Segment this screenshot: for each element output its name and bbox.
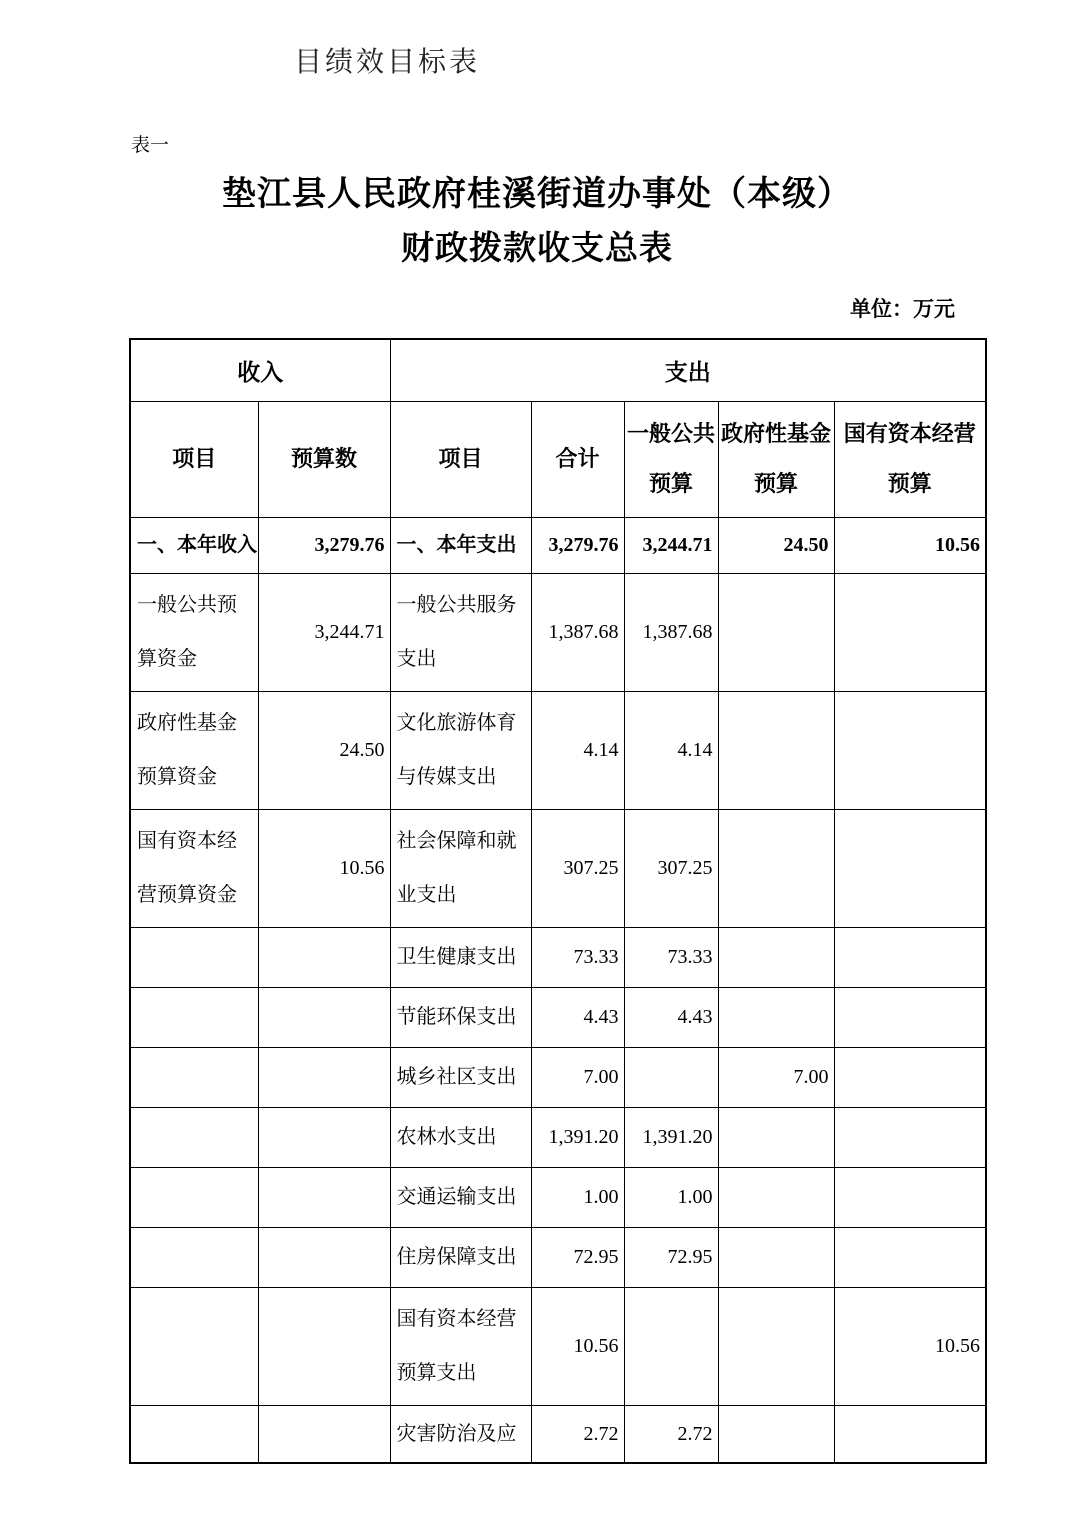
total-cell: 4.14 — [531, 691, 624, 809]
government-fund-budget-header: 政府性基金预算 — [718, 401, 834, 517]
expense-item-cell: 卫生健康支出 — [390, 927, 531, 987]
table-group-header-row — [130, 339, 986, 401]
income-budget-cell — [258, 1167, 390, 1227]
income-budget-cell — [258, 1047, 390, 1107]
table-row — [130, 1287, 986, 1405]
income-budget-cell: 10.56 — [258, 809, 390, 927]
income-item-cell: 国有资本经营预算资金 — [130, 809, 258, 927]
state-capital-budget-cell — [834, 1405, 986, 1463]
general-public-budget-cell: 307.25 — [624, 809, 718, 927]
table-row — [130, 1047, 986, 1107]
expense-item-header: 项目 — [390, 401, 531, 517]
income-item-header: 项目 — [130, 401, 258, 517]
expense-item-cell: 节能环保支出 — [390, 987, 531, 1047]
expense-item-cell: 一般公共服务支出 — [390, 573, 531, 691]
government-fund-budget-cell — [718, 1107, 834, 1167]
government-fund-budget-cell — [718, 1227, 834, 1287]
general-public-budget-cell: 1.00 — [624, 1167, 718, 1227]
income-budget-cell: 24.50 — [258, 691, 390, 809]
income-budget-cell — [258, 1287, 390, 1405]
income-item-cell — [130, 1167, 258, 1227]
total-cell: 2.72 — [531, 1405, 624, 1463]
income-item-cell — [130, 1287, 258, 1405]
table-number-label: 表一 — [131, 135, 170, 156]
expense-total-header: 合计 — [531, 401, 624, 517]
table-row — [130, 1167, 986, 1227]
state-capital-budget-cell — [834, 927, 986, 987]
expense-item-cell: 城乡社区支出 — [390, 1047, 531, 1107]
government-fund-budget-cell — [718, 1287, 834, 1405]
table-row — [130, 987, 986, 1047]
government-fund-budget-cell — [718, 809, 834, 927]
state-capital-budget-cell — [834, 691, 986, 809]
expense-group-header: 支出 — [390, 339, 986, 401]
general-public-budget-cell: 1,387.68 — [624, 573, 718, 691]
income-budget-header: 预算数 — [258, 401, 390, 517]
state-capital-budget-cell — [834, 1167, 986, 1227]
document-title-line2: 财政拨款收支总表 — [401, 231, 673, 267]
table-row — [130, 691, 986, 809]
total-cell: 1,387.68 — [531, 573, 624, 691]
table-row — [130, 809, 986, 927]
income-item-cell — [130, 1107, 258, 1167]
total-cell: 73.33 — [531, 927, 624, 987]
income-item-cell — [130, 1227, 258, 1287]
table-row — [130, 517, 986, 573]
table-row — [130, 1107, 986, 1167]
budget-summary-table — [129, 338, 987, 1464]
income-budget-cell — [258, 1107, 390, 1167]
expense-item-cell: 农林水支出 — [390, 1107, 531, 1167]
expense-item-cell: 交通运输支出 — [390, 1167, 531, 1227]
total-cell: 7.00 — [531, 1047, 624, 1107]
total-cell: 1,391.20 — [531, 1107, 624, 1167]
government-fund-budget-cell — [718, 987, 834, 1047]
state-capital-budget-cell — [834, 987, 986, 1047]
government-fund-budget-cell — [718, 1405, 834, 1463]
general-public-budget-cell: 1,391.20 — [624, 1107, 718, 1167]
expense-item-cell: 一、本年支出 — [390, 517, 531, 573]
income-budget-cell — [258, 987, 390, 1047]
government-fund-budget-cell — [718, 927, 834, 987]
document-title-line1: 垫江县人民政府桂溪街道办事处（本级） — [222, 176, 852, 213]
general-public-budget-cell: 73.33 — [624, 927, 718, 987]
expense-item-cell: 社会保障和就业支出 — [390, 809, 531, 927]
expense-item-cell: 住房保障支出 — [390, 1227, 531, 1287]
income-budget-cell — [258, 927, 390, 987]
total-cell: 4.43 — [531, 987, 624, 1047]
expense-item-cell: 文化旅游体育与传媒支出 — [390, 691, 531, 809]
income-budget-cell: 3,244.71 — [258, 573, 390, 691]
state-capital-budget-cell — [834, 809, 986, 927]
government-fund-budget-cell — [718, 573, 834, 691]
income-item-cell — [130, 1047, 258, 1107]
total-cell: 10.56 — [531, 1287, 624, 1405]
income-item-cell: 一、本年收入 — [130, 517, 258, 573]
state-capital-budget-cell — [834, 1107, 986, 1167]
government-fund-budget-cell — [718, 691, 834, 809]
previous-section-title-fragment: 目绩效目标表 — [294, 47, 481, 78]
table-row — [130, 927, 986, 987]
general-public-budget-cell: 4.14 — [624, 691, 718, 809]
general-public-budget-cell: 4.43 — [624, 987, 718, 1047]
income-budget-cell — [258, 1405, 390, 1463]
unit-label: 单位：万元 — [850, 298, 955, 321]
table-row — [130, 573, 986, 691]
state-capital-budget-cell — [834, 1047, 986, 1107]
government-fund-budget-cell: 24.50 — [718, 517, 834, 573]
government-fund-budget-cell: 7.00 — [718, 1047, 834, 1107]
income-budget-cell: 3,279.76 — [258, 517, 390, 573]
income-budget-cell — [258, 1227, 390, 1287]
general-public-budget-cell: 3,244.71 — [624, 517, 718, 573]
state-capital-budget-cell: 10.56 — [834, 517, 986, 573]
table-column-header-row — [130, 401, 986, 517]
income-item-cell: 一般公共预算资金 — [130, 573, 258, 691]
table-row — [130, 1405, 986, 1463]
income-item-cell — [130, 1405, 258, 1463]
income-item-cell — [130, 927, 258, 987]
state-capital-budget-cell — [834, 573, 986, 691]
government-fund-budget-cell — [718, 1167, 834, 1227]
total-cell: 1.00 — [531, 1167, 624, 1227]
income-item-cell: 政府性基金预算资金 — [130, 691, 258, 809]
state-capital-budget-cell — [834, 1227, 986, 1287]
table-row — [130, 1227, 986, 1287]
total-cell: 72.95 — [531, 1227, 624, 1287]
general-public-budget-cell — [624, 1287, 718, 1405]
income-group-header: 收入 — [130, 339, 390, 401]
expense-item-cell: 灾害防治及应 — [390, 1405, 531, 1463]
total-cell: 307.25 — [531, 809, 624, 927]
general-public-budget-header: 一般公共预算 — [624, 401, 718, 517]
state-capital-budget-header: 国有资本经营预算 — [834, 401, 986, 517]
total-cell: 3,279.76 — [531, 517, 624, 573]
income-item-cell — [130, 987, 258, 1047]
state-capital-budget-cell: 10.56 — [834, 1287, 986, 1405]
general-public-budget-cell: 72.95 — [624, 1227, 718, 1287]
expense-item-cell: 国有资本经营预算支出 — [390, 1287, 531, 1405]
general-public-budget-cell: 2.72 — [624, 1405, 718, 1463]
general-public-budget-cell — [624, 1047, 718, 1107]
